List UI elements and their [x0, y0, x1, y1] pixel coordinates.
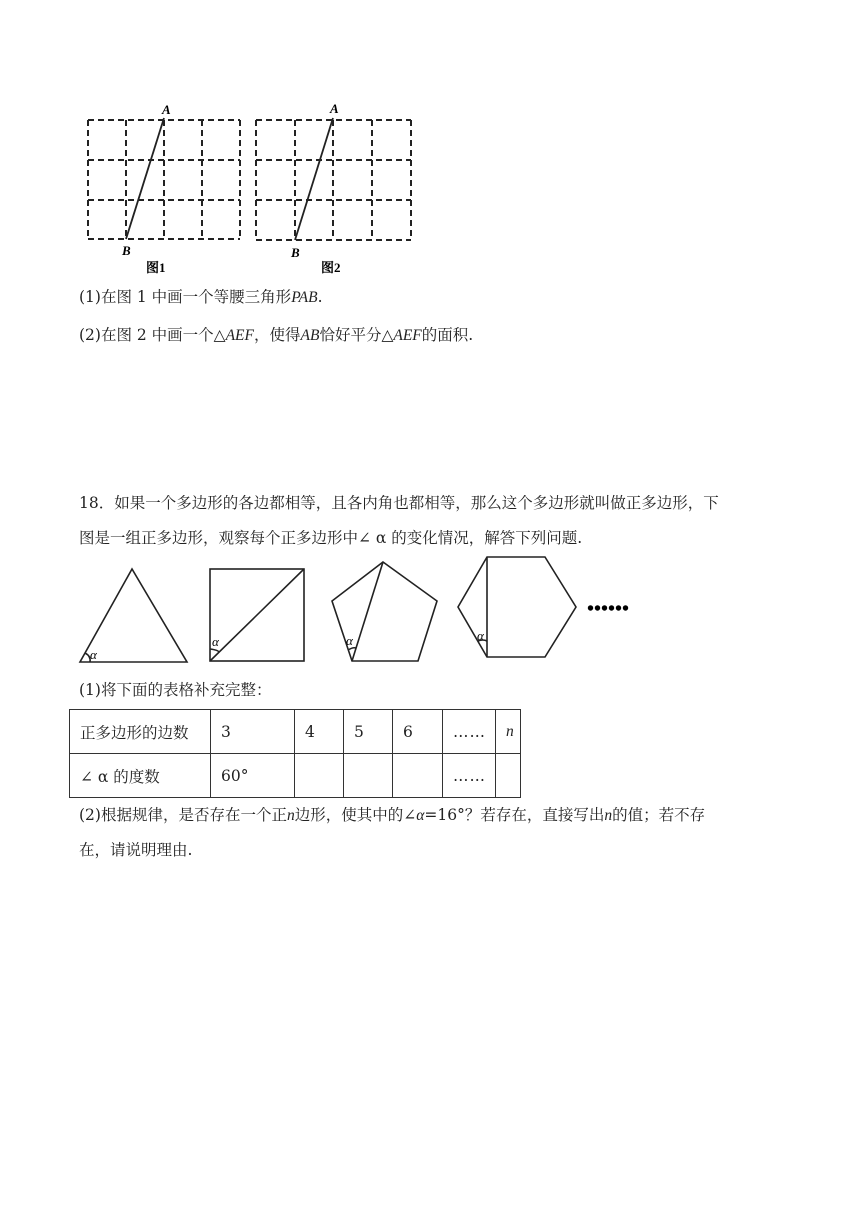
pentagon-alpha-label: α [346, 633, 353, 648]
segment-ab [126, 118, 164, 239]
figure-2-caption: 图2 [321, 260, 341, 275]
hexagon-figure [458, 557, 576, 657]
table-header-sides: 正多边形的边数 [70, 710, 211, 754]
point-b-label: B [291, 245, 300, 260]
q18-intro-line1: 18．如果一个多边形的各边都相等，且各内角也都相等，那么这个多边形就叫做正多边形，下 [79, 494, 719, 512]
polygon-figures [70, 548, 650, 668]
q18-part1: (1)将下面的表格补充完整： [79, 681, 272, 699]
table-cell-ellipsis: …… [443, 710, 496, 754]
triangle-alpha-label: α [90, 647, 97, 662]
figure-1-caption: 图1 [146, 260, 166, 275]
table-cell: 6 [393, 710, 443, 754]
table-cell: 60° [211, 754, 295, 798]
polygon-angle-table [69, 709, 521, 798]
point-a-label: A [330, 101, 339, 116]
table-cell: 5 [344, 710, 393, 754]
figure-2-grid [246, 100, 424, 278]
square-figure [210, 569, 304, 661]
figure-1-grid [78, 100, 248, 278]
table-cell-n: n [496, 710, 521, 754]
table-cell-blank [295, 754, 344, 798]
table-cell: 4 [295, 710, 344, 754]
table-cell-blank [393, 754, 443, 798]
q18-part2-line1: (2)根据规律，是否存在一个正n边形，使其中的∠α=16°？若存在，直接写出n的值；若不存 [79, 806, 706, 824]
q18-part2-line2: 在，请说明理由. [79, 841, 193, 859]
continuation-dots: •••••• [587, 598, 630, 620]
q17-part2: (2)在图 2 中画一个△AEF，使得AB恰好平分△AEF的面积. [79, 326, 474, 344]
segment-ab [295, 118, 333, 240]
table-cell: 3 [211, 710, 295, 754]
table-row-angles [70, 754, 521, 798]
table-header-angle: ∠ α 的度数 [70, 754, 211, 798]
table-cell-ellipsis: …… [443, 754, 496, 798]
hexagon-alpha-label: α [477, 628, 484, 643]
point-b-label: B [122, 243, 131, 258]
table-cell-blank [496, 754, 521, 798]
table-cell-blank [344, 754, 393, 798]
point-a-label: A [162, 102, 171, 117]
q18-intro-line2: 图是一组正多边形，观察每个正多边形中∠ α 的变化情况，解答下列问题. [79, 529, 583, 547]
q17-part1: (1)在图 1 中画一个等腰三角形PAB. [79, 288, 323, 306]
square-alpha-label: α [212, 634, 219, 649]
table-row-sides [70, 710, 521, 754]
